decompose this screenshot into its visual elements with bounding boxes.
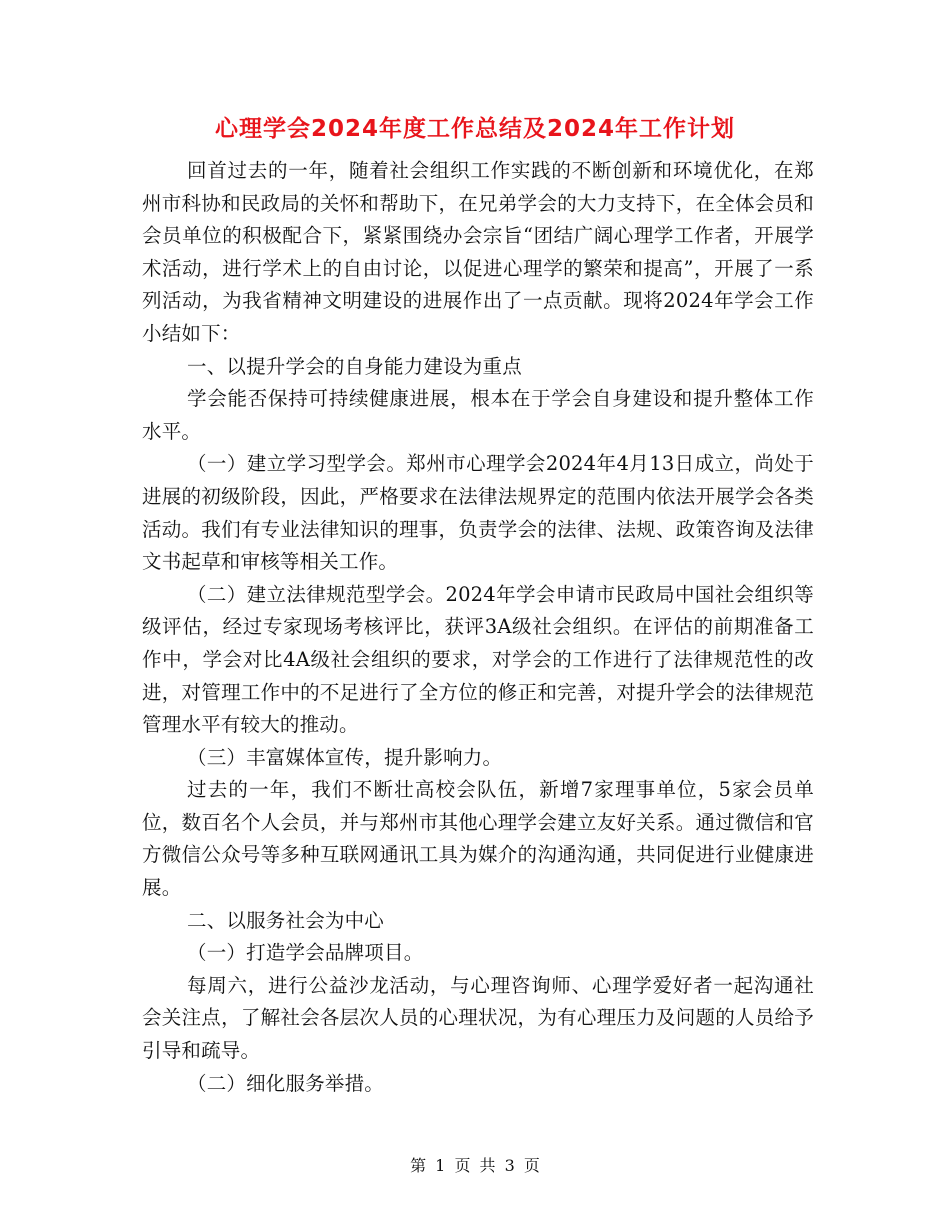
- paragraph: （二）建立法律规范型学会。2024年学会申请市民政局中国社会组织等级评估，经过专家现场考核评比，获评3A级社会组织。在评估的前期准备工作中，学会对比4A级社会组织的要求，对学会的工作进行了法律规范性的改进，对管理工作中的不足进行了全方位的修正和完善，对提升学会的法律规范管理水平有较大的推动。: [142, 582, 814, 737]
- page-number-footer: 第 1 页 共 3 页: [410, 1156, 540, 1175]
- paragraph: （一）建立学习型学会。郑州市心理学会2024年4月13日成立，尚处于进展的初级阶段，因此，严格要求在法律法规界定的范围内依法开展学会各类活动。我们有专业法律知识的理事，负责学会的法律、法规、政策咨询及法律文书起草和审核等相关工作。: [142, 452, 814, 574]
- subsection-heading: （一）打造学会品牌项目。: [187, 941, 424, 965]
- document-title: 心理学会2024年度工作总结及2024年工作计划: [214, 116, 736, 142]
- document-body: [142, 155, 814, 1100]
- section-heading-1: 一、以提升学会的自身能力建设为重点: [187, 354, 522, 378]
- subsection-heading: （三）丰富媒体宣传，提升影响力。: [187, 745, 503, 769]
- subsection-heading: （二）细化服务举措。: [187, 1071, 385, 1095]
- paragraph: 学会能否保持可持续健康进展，根本在于学会自身建设和提升整体工作水平。: [142, 387, 814, 443]
- paragraph: 过去的一年，我们不断壮高校会队伍，新增7家理事单位，5家会员单位，数百名个人会员，并与郑州市其他心理学会建立友好关系。通过微信和官方微信公众号等多种互联网通讯工具为媒介的沟通沟通，共同促进行业健康进展。: [142, 778, 814, 900]
- section-heading-2: 二、以服务社会为中心: [187, 908, 385, 932]
- paragraph-intro: 回首过去的一年，随着社会组织工作实践的不断创新和环境优化，在郑州市科协和民政局的关怀和帮助下，在兄弟学会的大力支持下，在全体会员和会员单位的积极配合下，紧紧围绕办会宗旨“团结广阔心理学工作者，开展学术活动，进行学术上的自由讨论，以促进心理学的繁荣和提高”，开展了一系列活动，为我省精神文明建设的进展作出了一点贡献。现将2024年学会工作小结如下：: [142, 159, 814, 345]
- paragraph: 每周六，进行公益沙龙活动，与心理咨询师、心理学爱好者一起沟通社会关注点，了解社会各层次人员的心理状况，为有心理压力及问题的人员给予引导和疏导。: [142, 973, 814, 1063]
